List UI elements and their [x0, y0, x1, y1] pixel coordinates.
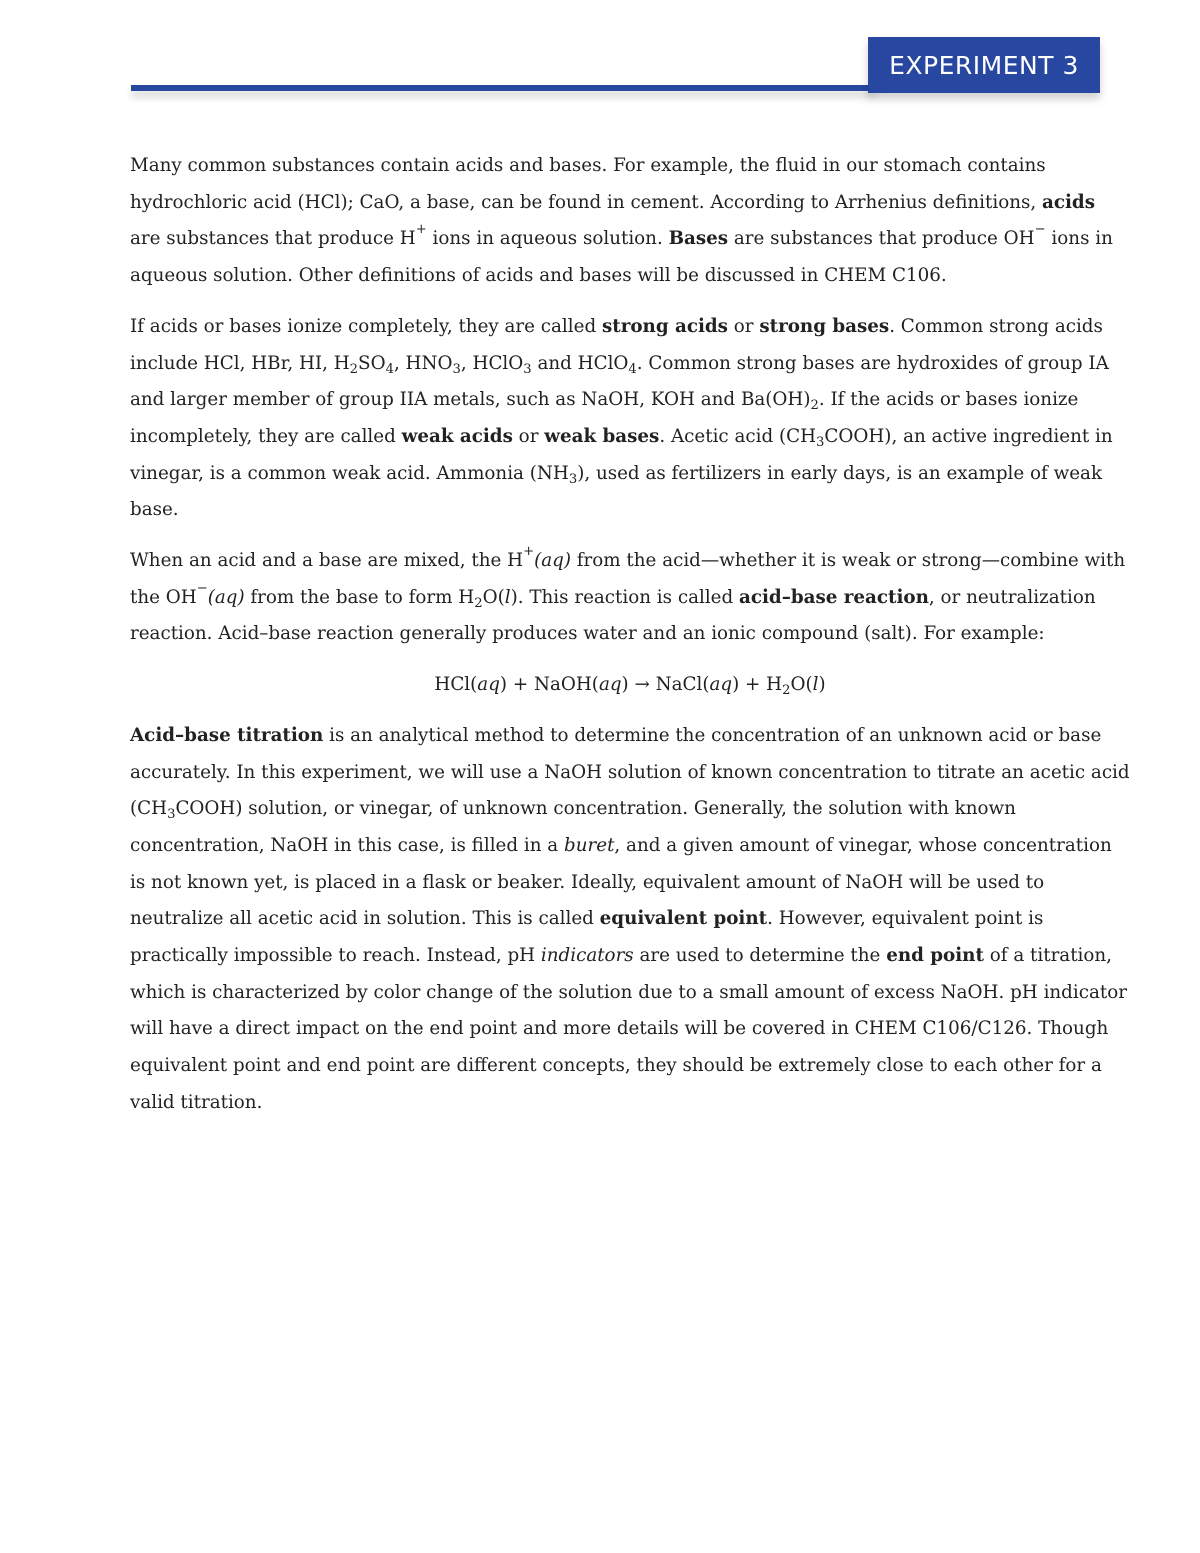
text: . Common strong bases are hydroxides of group IA and larger member of group IIA metals, such as NaOH, KOH and Ba(OH) [130, 352, 1109, 411]
subscript: 3 [568, 471, 578, 487]
subscript: 2 [810, 398, 819, 414]
subscript: 3 [816, 434, 825, 450]
text: are substances that produce OH [728, 228, 1035, 250]
text: When an acid and a base are mixed, the H [130, 550, 524, 572]
text: HCl( [434, 674, 478, 696]
subscript: 3 [167, 807, 176, 823]
text: COOH), an active ingredient in vinegar, is a common weak acid. Ammonia (NH [130, 425, 1113, 484]
subscript: 4 [385, 361, 394, 377]
header-rule [131, 85, 876, 91]
text: or [512, 425, 545, 447]
text: from the base to form H [244, 586, 475, 608]
state-aq: (aq) [534, 550, 571, 572]
term-equivalent-point: equivalent point [599, 908, 768, 930]
term-strong-acids: strong acids [601, 315, 728, 337]
text: ions in aqueous solution. Other definitions of acids and bases will be discussed in CHEM C106. [130, 228, 1113, 287]
text: from the acid—whether it is weak or strong—combine with the OH [130, 550, 1126, 608]
state-aq: aq [598, 674, 622, 696]
subscript: 2 [349, 361, 359, 377]
term-bases: Bases [668, 228, 729, 250]
text: , or neutralization reaction. Acid–base reaction generally produces water and an ionic compound (salt). For example: [130, 586, 1096, 645]
term-acid-base-reaction: acid–base reaction [739, 586, 929, 608]
text: or [727, 315, 760, 337]
text: ), used as fertilizers in early days, is an example of weak base. [130, 462, 1103, 521]
text: . Common strong acids include HCl, HBr, HI, H [130, 315, 1103, 374]
text: ) [818, 674, 826, 696]
superscript: − [1034, 222, 1046, 238]
reaction-equation [130, 667, 1130, 704]
text: , HNO [393, 352, 453, 374]
subscript: 4 [628, 361, 637, 377]
text: If acids or bases ionize completely, they are called [130, 315, 602, 337]
term-buret: buret [564, 834, 615, 856]
paragraph-arrhenius [130, 148, 1130, 295]
superscript: − [196, 580, 208, 596]
text: Many common substances contain acids and bases. For example, the fluid in our stomach contains hydrochloric acid (HCl); CaO, a base, can be found in cement. According to Arrhenius definitions, [130, 155, 1046, 213]
term-weak-bases: weak bases [544, 425, 660, 447]
text: ) → NaCl( [621, 674, 710, 696]
paragraph-strong-weak [130, 309, 1130, 529]
document-body [130, 148, 1130, 1136]
experiment-badge: EXPERIMENT 3 [868, 37, 1100, 93]
term-end-point: end point [886, 945, 984, 967]
text: SO [358, 352, 386, 374]
state-l: l [812, 674, 819, 696]
subscript: 3 [523, 361, 532, 377]
text: and HClO [531, 352, 629, 374]
paragraph-titration [130, 718, 1130, 1122]
subscript: 3 [452, 361, 461, 377]
text: are substances that produce H [130, 228, 416, 250]
text: O( [482, 586, 505, 608]
state-aq: (aq) [207, 586, 245, 608]
text: O( [790, 674, 813, 696]
text: , and a given amount of vinegar, whose concentration is not known yet, is placed in a flask or beaker. Ideally, equivalent amount of NaOH will be used to neutralize all acetic acid in solution. This is called [130, 834, 1112, 930]
paragraph-neutralization [130, 543, 1130, 653]
superscript: + [523, 543, 535, 559]
text: of a titration, which is characterized by color change of the solution due to a small amount of excess NaOH. pH indicator will have a direct impact on the end point and more details will be covered in CHEM C106/C126. Though equivalent point and end point are different concepts, they should be extremely close to each other for a valid titration. [130, 945, 1127, 1113]
term-strong-bases: strong bases [759, 315, 890, 337]
text: are used to determine the [633, 945, 887, 967]
text: COOH) solution, or vinegar, of unknown concentration. Generally, the solution with known concentration, NaOH in this case, is filled in a [130, 798, 1016, 856]
text: . However, equivalent point is practically impossible to reach. Instead, pH [130, 908, 1044, 967]
subscript: 2 [782, 683, 791, 699]
term-acid-base-titration: Acid–base titration [130, 724, 324, 746]
text: is an analytical method to determine the concentration of an unknown acid or base accurately. In this experiment, we will use a NaOH solution of known concentration to titrate an acetic acid (CH [130, 724, 1130, 820]
state-aq: aq [709, 674, 733, 696]
state-l: l [504, 586, 511, 608]
superscript: + [415, 222, 427, 238]
term-weak-acids: weak acids [401, 425, 513, 447]
subscript: 2 [474, 595, 483, 611]
text: , HClO [460, 352, 524, 374]
text: ). This reaction is called [510, 586, 740, 608]
text: . If the acids or bases ionize incompletely, they are called [130, 389, 1079, 447]
text: . Acetic acid (CH [659, 425, 817, 447]
text: ) + H [732, 674, 783, 696]
term-acids: acids [1042, 191, 1095, 213]
text: ) + NaOH( [499, 674, 599, 696]
text: ions in aqueous solution. [426, 228, 669, 250]
term-indicators: indicators [540, 945, 634, 967]
state-aq: aq [477, 674, 500, 696]
